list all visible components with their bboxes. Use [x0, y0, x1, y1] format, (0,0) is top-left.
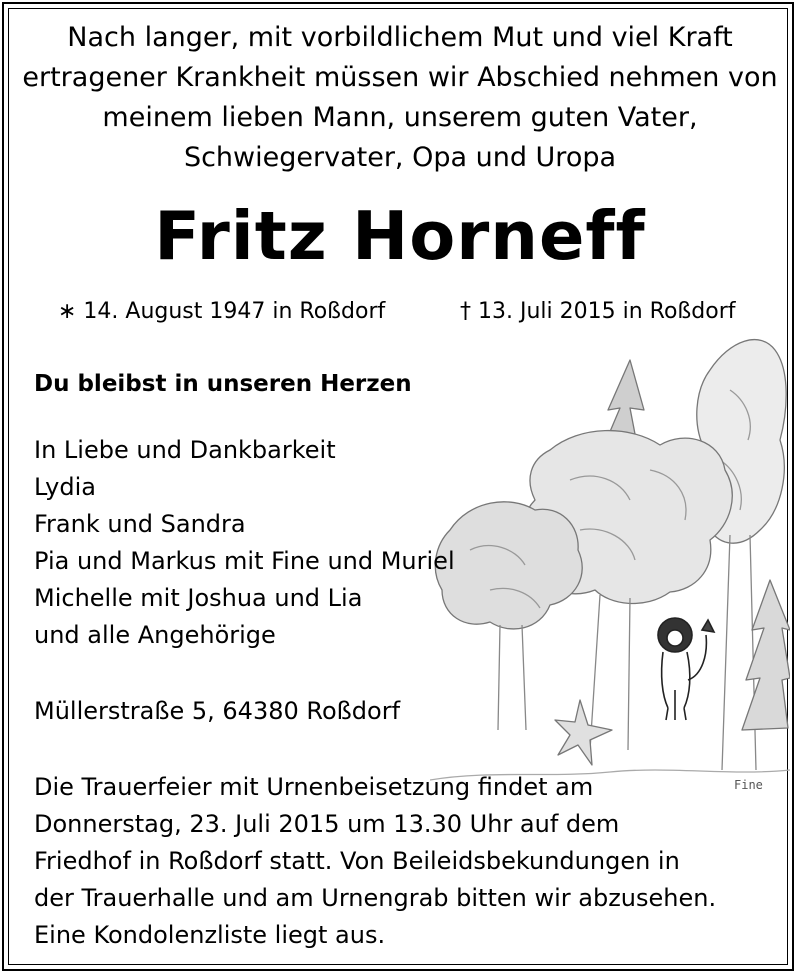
funeral-line: der Trauerhalle und am Urnengrab bitten wir abzusehen.: [34, 884, 717, 912]
intro-text: [20, 18, 780, 178]
mourner-line: In Liebe und Dankbarkeit: [34, 436, 336, 464]
mourner-line: Michelle mit Joshua und Lia: [34, 584, 363, 612]
intro-line: Nach langer, mit vorbildlichem Mut und viel Kraft: [67, 22, 733, 53]
artist-signature: Fine: [734, 778, 763, 792]
address: Müllerstraße 5, 64380 Roßdorf: [34, 697, 401, 725]
mourner-line: Lydia: [34, 473, 96, 501]
funeral-notice: [34, 769, 716, 954]
forest-with-lion-drawing-icon: [430, 330, 790, 790]
funeral-line: Friedhof in Roßdorf statt. Von Beileidsbekundungen in: [34, 847, 680, 875]
intro-line: ertragener Krankheit müssen wir Abschied nehmen von: [22, 62, 778, 93]
mourner-line: Frank und Sandra: [34, 510, 246, 538]
funeral-line: Donnerstag, 23. Juli 2015 um 13.30 Uhr auf dem: [34, 810, 620, 838]
death-date: † 13. Juli 2015 in Roßdorf: [460, 299, 736, 324]
mourners-list: [34, 432, 455, 654]
funeral-line: Eine Kondolenzliste liegt aus.: [34, 921, 386, 949]
birth-date: ∗ 14. August 1947 in Roßdorf: [58, 299, 386, 324]
mourner-line: Pia und Markus mit Fine und Muriel: [34, 547, 455, 575]
intro-line: Schwiegervater, Opa und Uropa: [183, 142, 617, 173]
mourner-line: und alle Angehörige: [34, 621, 276, 649]
motto-heading: Du bleibst in unseren Herzen: [34, 371, 412, 397]
funeral-line: Die Trauerfeier mit Urnenbeisetzung findet am: [34, 773, 594, 801]
intro-line: meinem lieben Mann, unserem guten Vater,: [102, 102, 698, 133]
deceased-name: Fritz Horneff: [154, 197, 646, 275]
